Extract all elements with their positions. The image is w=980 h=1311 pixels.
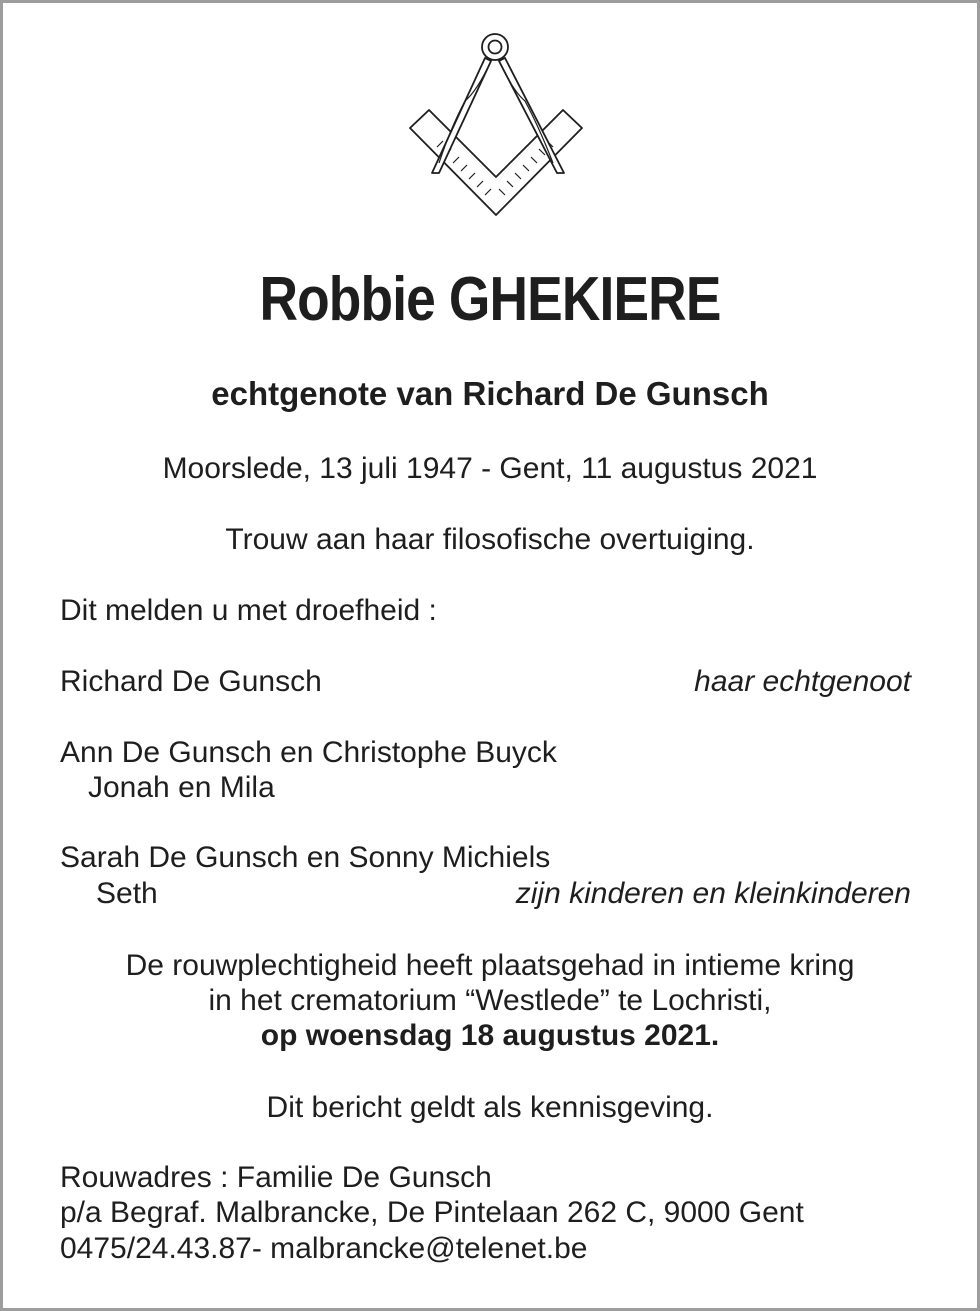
grandchildren-names: Seth — [96, 877, 158, 910]
square-and-compasses-icon — [407, 31, 583, 217]
family-relation: zijn kinderen en kleinkinderen — [515, 877, 911, 910]
family-member-name: Ann De Gunsch en Christophe Buyck — [60, 736, 557, 769]
ceremony-line-1: De rouwplechtigheid heeft plaatsgehad in intieme kring — [125, 949, 855, 982]
lifespan: Moorslede, 13 juli 1947 - Gent, 11 augustus 2021 — [162, 452, 818, 485]
notice-text: Dit bericht geldt als kennisgeving. — [266, 1091, 714, 1124]
family-relation: haar echtgenoot — [694, 665, 911, 698]
announcement-intro: Dit melden u met droefheid : — [60, 594, 437, 627]
spouse-line: echtgenote van Richard De Gunsch — [211, 375, 769, 412]
contact-line-1: Rouwadres : Familie De Gunsch — [60, 1161, 492, 1194]
conviction: Trouw aan haar filosofische overtuiging. — [225, 523, 755, 556]
family-member-name: Sarah De Gunsch en Sonny Michiels — [60, 841, 551, 874]
contact-line-3: 0475/24.43.87- malbrancke@telenet.be — [60, 1232, 588, 1265]
family-member-name: Richard De Gunsch — [60, 665, 322, 698]
contact-line-2: p/a Begraf. Malbrancke, De Pintelaan 262 C, 9000 Gent — [60, 1196, 804, 1229]
deceased-name: Robbie GHEKIERE — [259, 265, 721, 334]
ceremony-line-2: in het crematorium “Westlede” te Lochristi, — [208, 984, 772, 1017]
ceremony-date: op woensdag 18 augustus 2021. — [260, 1019, 720, 1052]
grandchildren-names: Jonah en Mila — [88, 771, 275, 804]
